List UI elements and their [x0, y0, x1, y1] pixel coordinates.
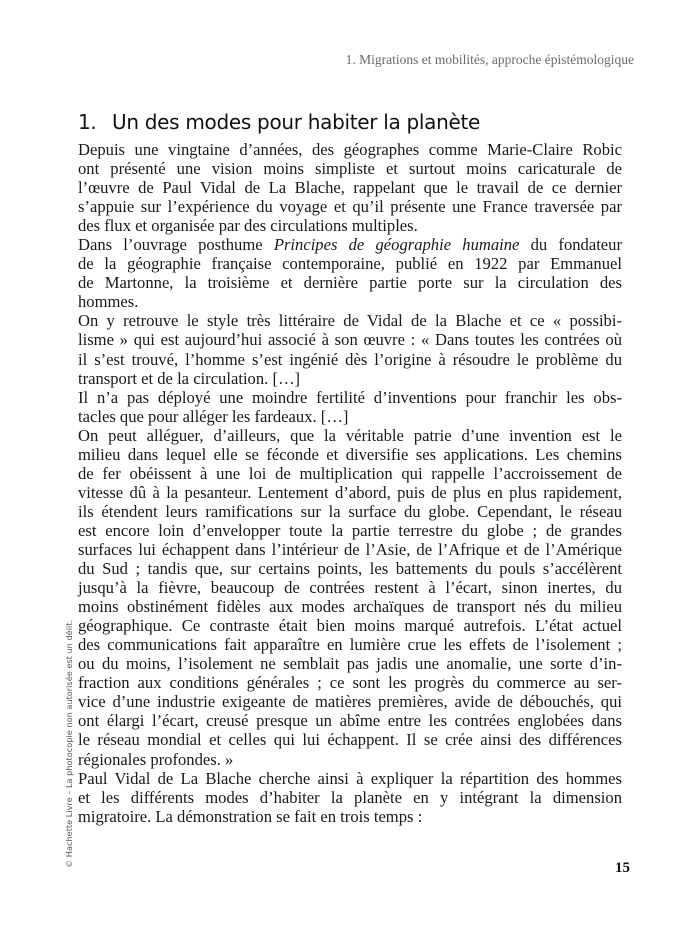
- text-line: ils étendent leurs ramifications sur la surface du globe. Cependant, le réseau: [78, 501, 622, 521]
- text-line: tacles que pour alléger les fardeaux. […]: [78, 406, 349, 426]
- text-line: vice d’une industrie exigeante de matières premières, avide de débouchés, qui: [78, 692, 622, 712]
- text-line: vitesse dû à la pesanteur. Lentement d’abord, puis de plus en plus rapidement,: [78, 482, 622, 502]
- text-line: hommes.: [78, 292, 139, 312]
- text-line: [78, 235, 622, 254]
- section-title: Un des modes pour habiter la planète: [112, 110, 481, 134]
- text-segment: Dans l’ouvrage posthume: [78, 235, 274, 255]
- copyright-notice: © Hachette Livre – La photocopie non autorisée est un délit.: [64, 619, 74, 868]
- section-heading: [78, 110, 480, 134]
- text-line: moins obstinément fidèles aux modes archaïques de transport nés du milieu: [78, 597, 622, 617]
- text-line: milieu dans lequel elle se féconde et diversifie ses applications. Les chemins: [78, 444, 622, 464]
- text-line: Paul Vidal de La Blache cherche ainsi à expliquer la répartition des hommes: [78, 768, 622, 788]
- running-head: 1. Migrations et mobilités, approche épistémologique: [345, 52, 634, 67]
- text-line: surfaces lui échappent dans l’intérieur de l’Asie, de l’Afrique et de l’Amérique: [78, 539, 622, 559]
- section-number: 1.: [78, 110, 97, 134]
- text-line: transport et de la circulation. […]: [78, 368, 301, 388]
- text-line: On peut alléguer, d’ailleurs, que la véritable patrie d’une invention est le: [78, 425, 622, 445]
- text-line: des communications fait apparaître en lumière crue les effets de l’isolement ;: [78, 635, 622, 655]
- text-line: géographique. Ce contraste était bien moins marqué autrefois. L’état actuel: [78, 616, 622, 636]
- text-line: le réseau mondial et celles qui lui échappent. Il se crée ainsi des différences: [78, 730, 622, 750]
- text-line: ou du moins, l’isolement ne semblait pas jadis une anomalie, une sorte d’in-: [78, 654, 622, 674]
- text-line: lisme » qui est aujourd’hui associé à son œuvre : « Dans toutes les contrées où: [78, 330, 622, 350]
- text-line: s’appuie sur l’expérience du voyage et qu’il présente une France traversée par: [78, 197, 622, 217]
- text-segment: du fondateur: [519, 235, 622, 255]
- text-line: de la géographie française contemporaine, publié en 1922 par Emmanuel: [78, 254, 622, 274]
- text-line: jusqu’à la fièvre, beaucoup de contrées restent à l’écart, sinon inertes, du: [78, 578, 622, 598]
- text-line: ont présenté une vision moins simpliste et surtout moins caricaturale de: [78, 159, 622, 179]
- book-title: Principes de géographie humaine: [273, 235, 520, 255]
- text-line: migratoire. La démonstration se fait en trois temps :: [78, 806, 423, 826]
- text-line: régionales profondes. »: [78, 749, 234, 769]
- text-line: de fer obéissent à une loi de multiplication qui rappelle l’accroissement de: [78, 463, 622, 483]
- text-line: des flux et organisée par des circulations multiples.: [78, 216, 418, 236]
- text-line: Depuis une vingtaine d’années, des géographes comme Marie-Claire Robic: [78, 140, 622, 159]
- text-line: de Martonne, la troisième et dernière partie porte sur la circulation des: [78, 273, 622, 293]
- text-line: est encore loin d’envelopper toute la partie terrestre du globe ; de grandes: [78, 520, 622, 540]
- text-line: Il n’a pas déployé une moindre fertilité d’inventions pour franchir les obs-: [78, 387, 622, 407]
- text-line: et les différents modes d’habiter la planète en y intégrant la dimension: [78, 787, 622, 807]
- text-line: du Sud ; tandis que, sur certains points, les battements du pouls s’accélèrent: [78, 559, 622, 579]
- text-line: On y retrouve le style très littéraire de Vidal de la Blache et ce « possibi-: [78, 311, 622, 331]
- text-line: il s’est trouvé, l’homme s’est ingénié dès l’origine à résoudre le problème du: [78, 349, 622, 369]
- text-line: ont élargi l’écart, creusé presque un abîme entre les contrées englobées dans: [78, 711, 622, 731]
- text-line: l’œuvre de Paul Vidal de La Blache, rappelant que le travail de ce dernier: [78, 178, 622, 198]
- text-line: fraction aux conditions générales ; ce sont les progrès du commerce au ser-: [78, 673, 622, 693]
- page-number: 15: [615, 860, 630, 876]
- body-text: [78, 140, 622, 826]
